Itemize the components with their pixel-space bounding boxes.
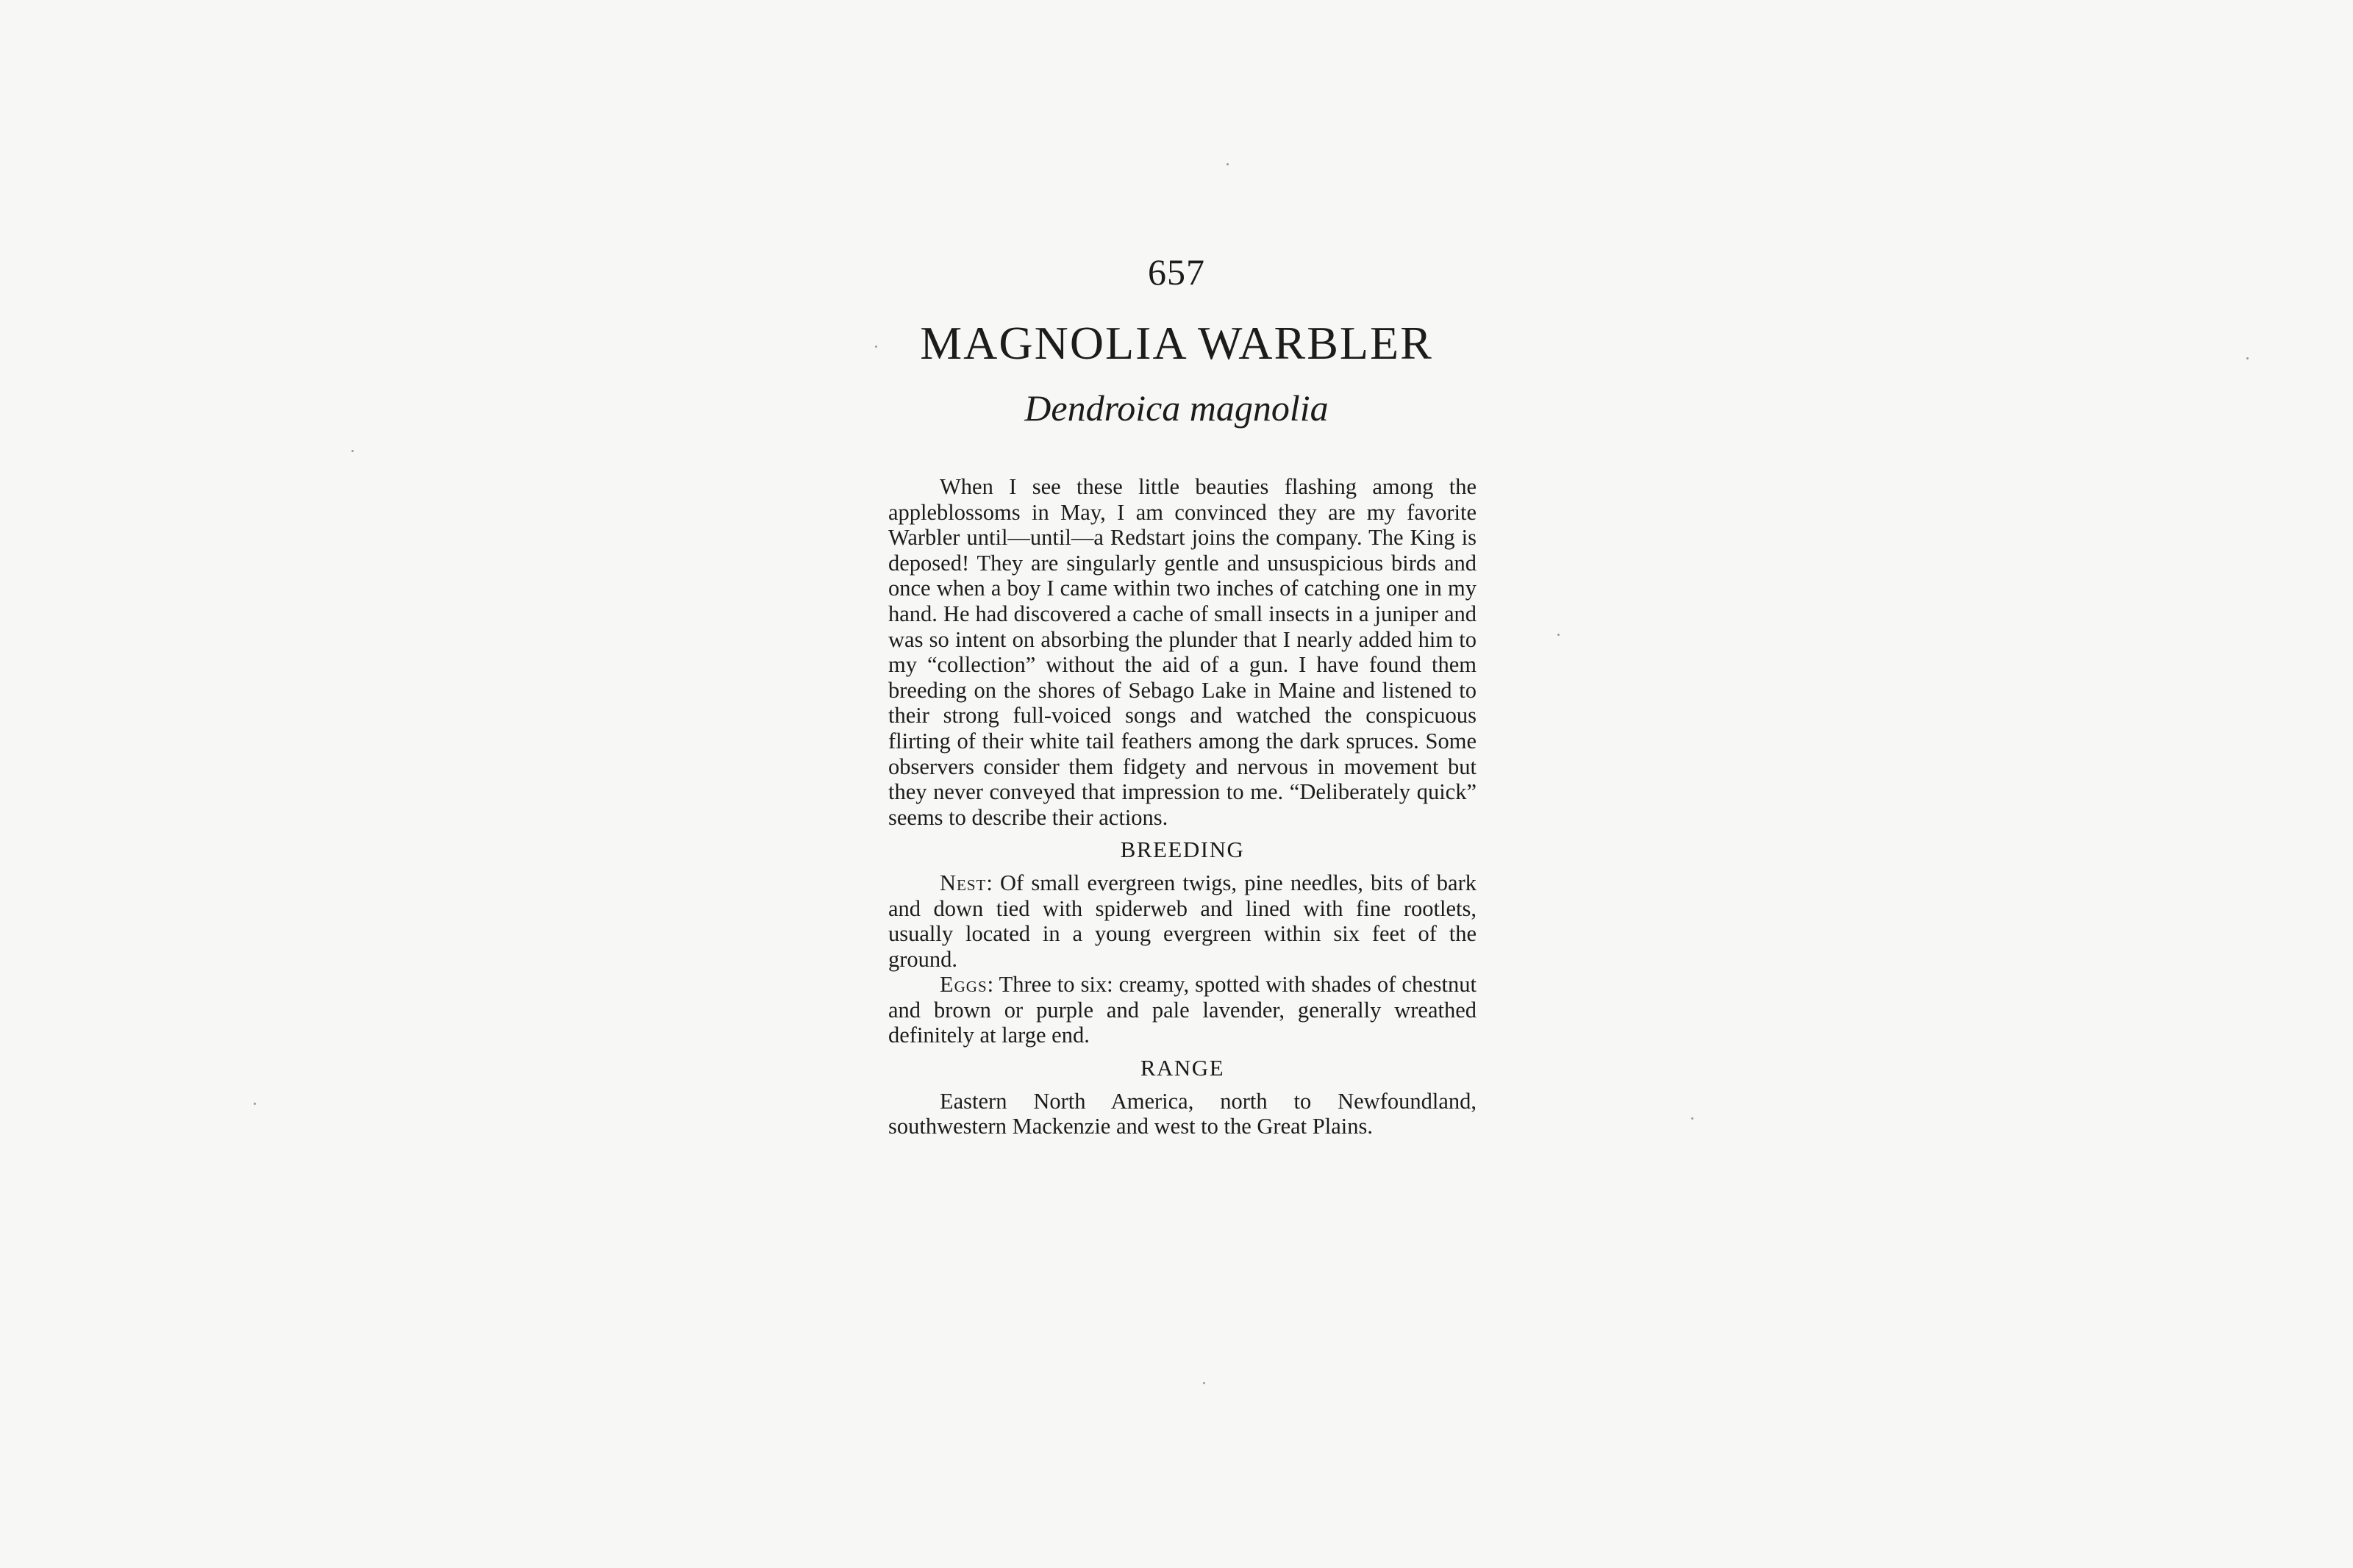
scan-speck	[1691, 1117, 1693, 1120]
intro-paragraph: When I see these little beauties flashing among the appleblossoms in May, I am convinced they are my favorite Warbler until—until—a Redstart joins the company. The King is deposed! They are singularly gentle and unsuspicious birds and once when a boy I came within two inches of catching one in my hand. He had discovered a cache of small insects in a juniper and was so intent on absorbing the plunder that I nearly added him to my “collection” without the aid of a gun. I have found them breeding on the shores of Sebago Lake in Maine and listened to their strong full-voiced songs and watched the conspicuous flirting of their white tail feathers among the dark spruces. Some observers consider them fidgety and nervous in movement but they never conveyed that impression to me. “Deliberately quick” seems to describe their actions.	[888, 474, 1477, 830]
scan-speck	[1203, 1382, 1205, 1384]
eggs-text: Three to six: creamy, spotted with shades of chestnut and brown or purple and pale lavender, generally wreathed definitely at large end.	[888, 972, 1477, 1048]
nest-label: Nest	[940, 870, 987, 895]
scan-speck	[1557, 634, 1560, 636]
scientific-name: Dendroica magnolia	[1024, 387, 1329, 429]
scan-speck	[254, 1103, 256, 1105]
scan-speck	[351, 450, 354, 452]
breeding-heading: BREEDING	[1120, 837, 1245, 863]
nest-text: Of small evergreen twigs, pine needles, bits of bark and down tied with spiderweb and lined with fine rootlets, usually located in a young evergreen within six feet of the ground.	[888, 870, 1477, 972]
eggs-label: Eggs	[940, 972, 988, 998]
page-title: MAGNOLIA WARBLER	[920, 317, 1433, 369]
plate-number: 657	[1148, 251, 1205, 293]
range-heading: RANGE	[1140, 1055, 1225, 1081]
scan-speck	[1227, 163, 1229, 165]
eggs-paragraph: Eggs: Three to six: creamy, spotted with shades of chestnut and brown or purple and pale lavender, generally wreathed definitely at large end.	[888, 972, 1477, 1048]
range-paragraph: Eastern North America, north to Newfoundland, southwestern Mackenzie and west to the Great Plains.	[888, 1088, 1477, 1139]
nest-paragraph: Nest: Of small evergreen twigs, pine needles, bits of bark and down tied with spiderweb and lined with fine rootlets, usually located in a young evergreen within six feet of the ground.	[888, 870, 1477, 972]
text-column	[888, 474, 1477, 1139]
